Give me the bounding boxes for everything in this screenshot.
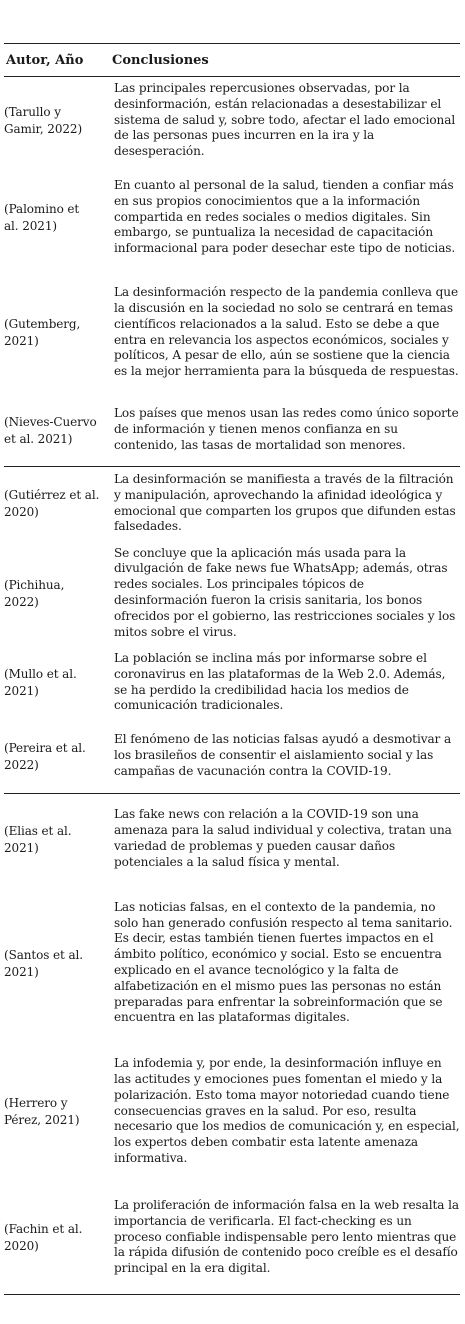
table-row: [4, 794, 460, 885]
table-row: [4, 77, 460, 165]
row-conclusion: En cuanto al personal de la salud, tienden a confiar más en sus propios conocimientos que a la información compartida en redes sociales o medios digitales. Sin embargo, se puntualiza la necesidad de capacitación informacional para poder desechar este tipo de noticias.: [114, 178, 456, 256]
table-row: [4, 885, 460, 1042]
row-author: (Pichihua, 2022): [4, 577, 65, 609]
row-conclusion: La desinformación respecto de la pandemia conlleva que la discusión en la sociedad no solo se centrará en temas científicos relacionados a la salud. Esto se debe a que entra en relevancia los aspectos económicos, sociales y políticos, A pesar de ello, aún se sostiene que la ciencia es la mejor herramienta para la búsqueda de respuestas.: [114, 285, 459, 379]
row-author: (Herrero y Pérez, 2021): [4, 1096, 80, 1127]
table-row: [4, 395, 460, 467]
row-conclusion: Los países que menos usan las redes como único soporte de información y tienen menos confianza en su contenido, las tasas de mortalidad son menores.: [114, 406, 459, 452]
table-row: [4, 1042, 460, 1182]
row-conclusion: Las noticias falsas, en el contexto de la pandemia, no solo han generado confusión respecto al tema sanitario. Es decir, estas también tienen fuertes impactos en el ámbito político, económico y social. Esto se encuentra explicado en el avance tecnológico y la falta de alfabetización en el mismo pues las personas no están preparadas para enfrentar la sobreinformación que se encuentra en las plataformas digitales.: [114, 899, 453, 1025]
table-row: [4, 165, 460, 271]
row-author: (Gutiérrez et al. 2020): [4, 488, 100, 519]
table-row: [4, 467, 460, 541]
row-conclusion: La infodemia y, por ende, la desinformación influye en las actitudes y emociones pues fomentan el miedo y la polarización. Esto toma mayor notoriedad cuando tiene consecuencias graves en la salud. Por eso, resulta necesario que los medios de comunicación y, en especial, los expertos deben combatir esta latente amenaza informativa.: [114, 1056, 460, 1165]
row-conclusion: La desinformación se manifiesta a través de la filtración y manipulación, aprovechando la afinidad ideológica y emocional que comparten los grupos que difunden estas falsedades.: [114, 471, 456, 534]
row-author: (Pereira et al. 2022): [4, 740, 86, 772]
table-row: [4, 720, 460, 794]
row-author: (Mullo et al. 2021): [4, 667, 77, 698]
row-author: (Palomino et al. 2021): [4, 202, 80, 233]
literature-table: [4, 43, 460, 1295]
row-author: (Tarullo y Gamir, 2022): [4, 105, 83, 136]
header-conclusions: Conclusiones: [112, 52, 209, 68]
table-row: [4, 541, 460, 646]
row-conclusion: Las fake news con relación a la COVID-19 son una amenaza para la salud individual y colectiva, tratan una variedad de problemas y pueden causar daños potenciales a la salud física y mental.: [114, 807, 452, 869]
row-conclusion: Las principales repercusiones observadas, por la desinformación, están relacionadas a desestabilizar el sistema de salud y, sobre todo, afectar el lado emocional de las personas pues incurren en la ira y la desesperación.: [114, 81, 456, 159]
table-row: [4, 646, 460, 720]
row-author: (Elias et al. 2021): [4, 823, 72, 855]
row-conclusion: La proliferación de información falsa en la web resalta la importancia de verificarla. El fact-checking es un proceso confiable indispensable pero lento mientras que la rápida difusión de contenido poco creíble es el desafío principal en la era digital.: [114, 1198, 460, 1276]
header-author: Autor, Año: [6, 52, 84, 68]
row-author: (Fachin et al. 2020): [4, 1222, 83, 1253]
row-conclusion: El fenómeno de las noticias falsas ayudó a desmotivar a los brasileños de consentir el aislamiento social y las campañas de vacunación contra la COVID-19.: [114, 732, 452, 778]
row-conclusion: La población se inclina más por informarse sobre el coronavirus en las plataformas de la Web 2.0. Además, se ha perdido la credibilidad hacia los medios de comunicación tradicionales.: [114, 650, 446, 713]
row-conclusion: Se concluye que la aplicación más usada para la divulgación de fake news fue WhatsApp; además, otras redes sociales. Los principales tópicos de desinformación fueron la crisis sanitaria, los bonos ofrecidos por el gobierno, las restricciones sociales y los mitos sobre el virus.: [114, 545, 456, 639]
table-row: [4, 271, 460, 395]
row-author: (Nieves-Cuervo et al. 2021): [4, 414, 97, 446]
table-header: [4, 44, 460, 77]
row-author: (Gutemberg, 2021): [4, 317, 81, 348]
table-row: [4, 1182, 460, 1295]
row-author: (Santos et al. 2021): [4, 947, 83, 979]
